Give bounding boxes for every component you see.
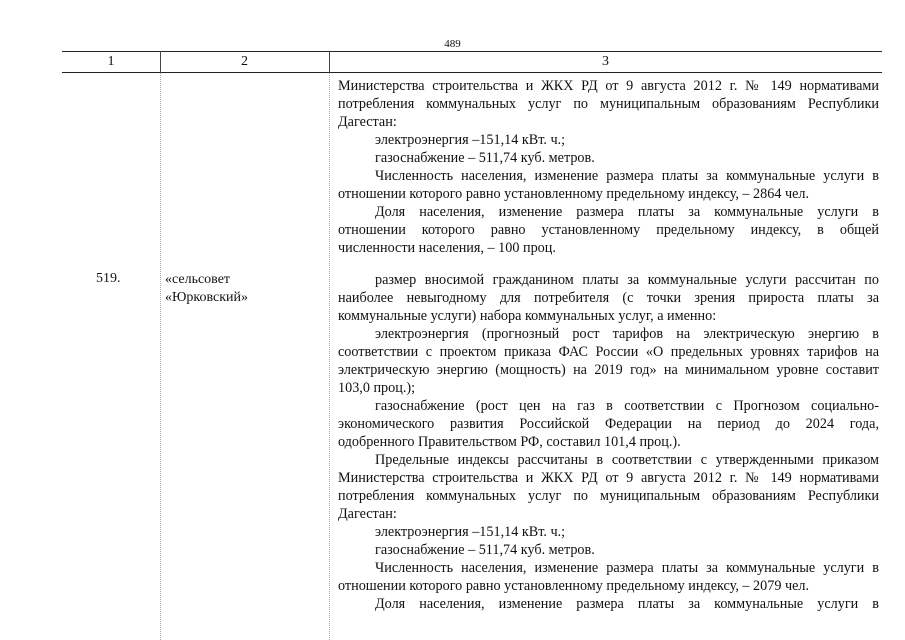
row2-line: потребления коммунальных услуг по муниципальным образованиям Республики [338, 488, 879, 504]
row-number: 519. [96, 271, 121, 286]
row1-para-1 [338, 77, 879, 113]
row2-line: коммунальные услуги) набора коммунальных услуг, а именно: [338, 308, 717, 324]
row1-line: Численность населения, изменение размера платы за коммунальные услуги в [375, 168, 879, 184]
row1-line: численности населения, – 100 проц. [338, 240, 556, 256]
row1-line: Доля населения, изменение размера платы за коммунальные услуги в [375, 204, 879, 220]
row1-line: отношении которого равно установленному предельному индексу, в общей [338, 222, 879, 238]
column-divider-2 [329, 73, 330, 640]
text-line: потребления коммунальных услуг по муниципальным образованиям Республики [338, 96, 879, 112]
row2-line: электрическую энергию (мощность) на 2019 год» на минимальном уровне составит [338, 362, 879, 378]
header-col-2: 2 [241, 54, 248, 69]
table-top-rule [62, 51, 882, 52]
municipality-name-line-1: «сельсовет [165, 272, 231, 287]
row2-line: экономического развития Российской Федерации на период до 2024 года, [338, 416, 879, 432]
municipality-name-line-2: «Юрковский» [165, 290, 249, 305]
row1-line: электроэнергия –151,14 кВт. ч.; [375, 132, 566, 148]
row2-line: Предельные индексы рассчитаны в соответствии с утвержденными приказом [375, 452, 879, 468]
row2-line: размер вносимой гражданином платы за коммунальные услуги рассчитан по [375, 272, 879, 288]
row2-line: отношении которого равно установленному предельному индексу, – 2079 чел. [338, 578, 810, 594]
page-number: 489 [444, 38, 461, 50]
row1-line: отношении которого равно установленному предельному индексу, – 2864 чел. [338, 186, 810, 202]
row1-line: Дагестан: [338, 114, 397, 130]
table-header-rule [62, 72, 882, 73]
column-divider-1 [160, 73, 161, 640]
row2-line: газоснабжение – 511,74 куб. метров. [375, 542, 595, 558]
row2-line: наиболее невыгодному для потребителя (с точки зрения прироста платы за [338, 290, 879, 306]
header-col-3: 3 [602, 54, 609, 69]
row2-line: электроэнергия (прогнозный рост тарифов на электрическую энергию в [375, 326, 879, 342]
row2-line: одобренного Правительством РФ, составил 101,4 проц.). [338, 434, 681, 450]
row2-line: Доля населения, изменение размера платы за коммунальные услуги в [375, 596, 879, 612]
row2-line: соответствии с проектом приказа ФАС России «О предельных уровнях тарифов на [338, 344, 879, 360]
text-line: Министерства строительства и ЖКХ РД от 9 августа 2012 г. № 149 нормативами [338, 78, 879, 94]
row2-line: Дагестан: [338, 506, 397, 522]
row2-line: электроэнергия –151,14 кВт. ч.; [375, 524, 566, 540]
row1-line: газоснабжение – 511,74 куб. метров. [375, 150, 595, 166]
header-col-1: 1 [107, 54, 115, 69]
row2-line: Министерства строительства и ЖКХ РД от 9 августа 2012 г. № 149 нормативами [338, 470, 879, 486]
row2-line: 103,0 проц.); [338, 380, 416, 396]
row2-line: Численность населения, изменение размера платы за коммунальные услуги в [375, 560, 879, 576]
row2-line: газоснабжение (рост цен на газ в соответствии с Прогнозом социально- [375, 398, 879, 414]
